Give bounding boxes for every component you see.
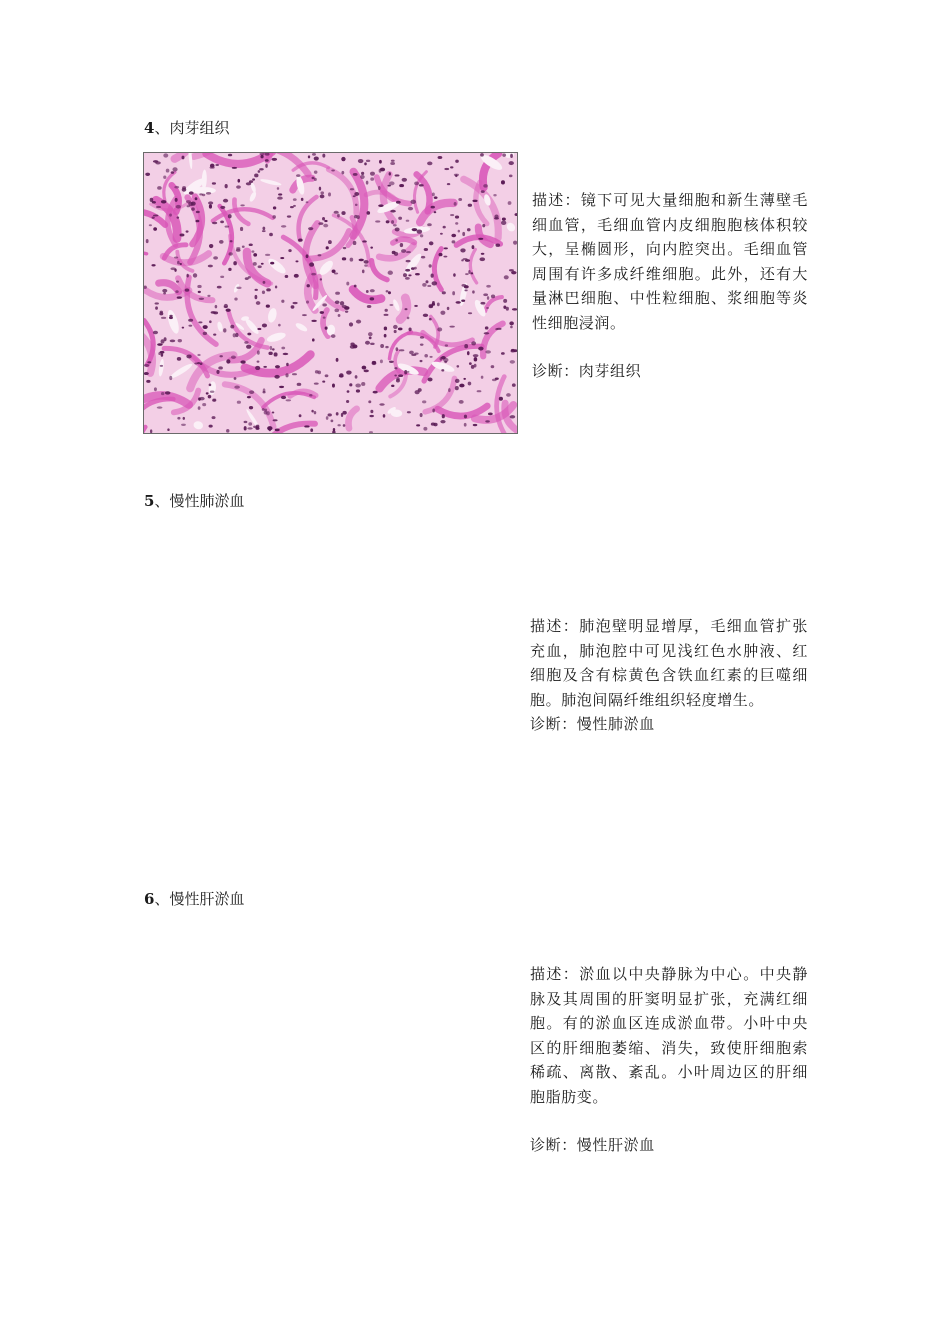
section-5-heading (144, 491, 244, 511)
section-4-title: 、肉芽组织 (154, 119, 230, 137)
section-6-heading (144, 889, 244, 909)
section-6-description: 描述：淤血以中央静脉为中心。中央静脉及其周围的肝窦明显扩张，充满红细胞。有的淤血区连成淤血带。小叶中央区的肝细胞萎缩、消失，致使肝细胞索稀疏、离散、紊乱。小叶周边区的肝细胞脂肪变。 (530, 965, 808, 1106)
section-6-number: 6 (144, 890, 155, 908)
micrograph-image (144, 153, 517, 433)
section-5-description: 描述：肺泡壁明显增厚，毛细血管扩张充血，肺泡腔中可见浅红色水肿液、红细胞及含有棕黄色含铁血红素的巨噬细胞。肺泡间隔纤维组织轻度增生。 (530, 617, 808, 709)
section-5-title: 、慢性肺淤血 (154, 492, 245, 510)
section-4-number: 4 (144, 119, 155, 137)
section-4-description: 描述：镜下可见大量细胞和新生薄壁毛细血管，毛细血管内皮细胞胞核体积较大，呈椭圆形，向内腔突出。毛细血管周围有许多成纤维细胞。此外，还有大量淋巴细胞、中性粒细胞、浆细胞等炎性细胞浸润。 (532, 191, 808, 332)
granulation-tissue-micrograph (143, 152, 518, 434)
section-4-text (532, 188, 808, 384)
section-5-text (530, 614, 808, 737)
section-4-heading (144, 118, 229, 138)
section-6-text (530, 962, 808, 1158)
section-6-title: 、慢性肝淤血 (154, 890, 245, 908)
section-5-number: 5 (144, 492, 155, 510)
section-6-diagnosis: 诊断：慢性肝淤血 (530, 1136, 655, 1154)
section-5-diagnosis: 诊断：慢性肺淤血 (530, 715, 655, 733)
section-4-diagnosis: 诊断：肉芽组织 (532, 362, 642, 380)
